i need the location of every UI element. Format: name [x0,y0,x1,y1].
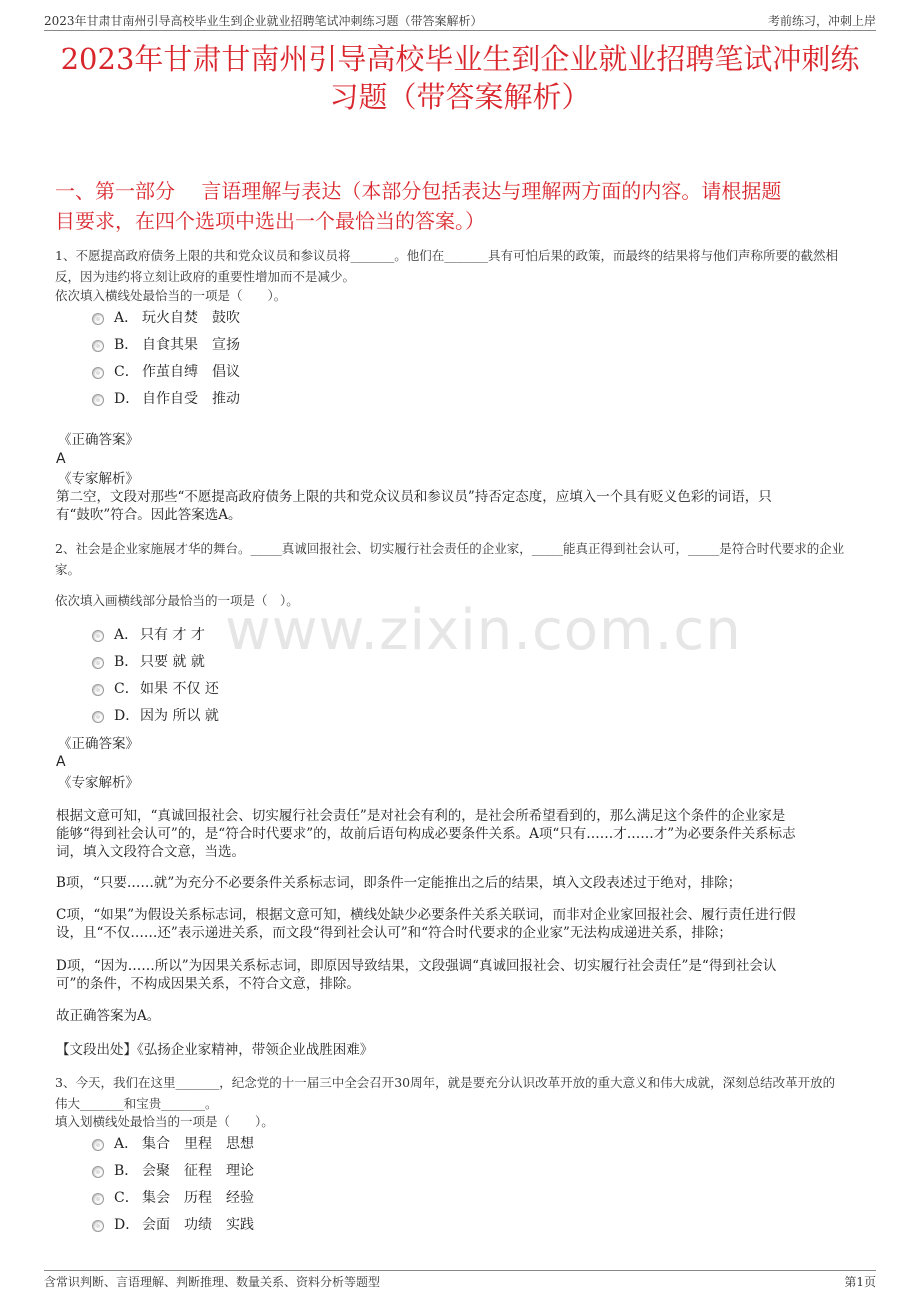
page-number: 第1页 [844,1275,876,1289]
question-3-text [55,1072,870,1114]
analysis-line: 根据文意可知，“真诚回报社会、切实履行社会责任”是对社会有利的，是社会所希望看到的，那么满足这个条件的企业家是 [56,808,786,824]
question-1-line-1: 1、不愿提高政府债务上限的共和党众议员和参议员将_______。他们在_______具有可怕后果的政策，而最终的结果将与他们声称所要的截然相 [55,248,838,263]
question-2-prompt: 依次填入画横线部分最恰当的一项是（ ）。 [55,593,299,608]
option-letter: C． [114,681,139,697]
option-letter: A． [114,627,139,643]
question-2-analysis-conclusion [56,1007,870,1025]
option-text: 集合 里程 思想 [142,1136,254,1152]
page-title [44,40,876,116]
question-2-line-1: 2、社会是企业家施展才华的舞台。_____真诚回报社会、切实履行社会责任的企业家，_____能真正得到社会认可，_____是符合时代要求的企业 [55,541,845,556]
question-2-line-2: 家。 [55,562,81,577]
option-letter: D． [114,708,140,724]
radio-icon[interactable] [92,1220,104,1232]
footer-question-types: 含常识判断、言语理解、判断推理、数量关系、资料分析等题型 [44,1275,381,1289]
question-1-analysis [56,488,870,524]
analysis-line: 第二空，文段对那些“不愿提高政府债务上限的共和党众议员和参议员”持否定态度，应填入一个具有贬义色彩的词语，只 [56,489,772,505]
watermark: www.zixin.com.cn [225,598,742,663]
page-title-line-2: 习题（带答案解析） [329,80,591,114]
radio-icon[interactable] [92,1166,104,1178]
option-text: 会聚 征程 理论 [142,1163,254,1179]
analysis-line: C项，“如果”为假设关系标志词，根据文意可知，横线处缺少必要条件关系关联词，而非对企业家回报社会、履行责任进行假 [56,907,796,923]
radio-icon[interactable] [92,340,104,352]
question-2-text [55,538,870,580]
analysis-line: D项，“因为……所以”为因果关系标志词，即原因导致结果，文段强调“真诚回报社会、切实履行社会责任”是“得到社会认 [56,958,777,974]
question-2-source [56,1041,870,1059]
option-text: 自作自受 推动 [142,391,240,407]
option-text: 作茧自缚 倡议 [142,364,240,380]
option-letter: D． [114,391,140,407]
option-letter: D． [114,1217,140,1233]
analysis-line: 词，填入文段符合文意，当选。 [56,844,245,860]
option-text: 会面 功绩 实践 [142,1217,254,1233]
analysis-line: 故正确答案为A。 [56,1008,161,1024]
question-1-text [55,245,870,287]
radio-icon[interactable] [92,684,104,696]
option-text: 如果 不仅 还 [140,681,219,697]
radio-icon[interactable] [92,394,104,406]
question-1-answer-label: 《正确答案》 [58,432,139,448]
option-text: 因为 所以 就 [140,708,219,724]
page-footer [44,1270,876,1291]
question-1-line-2: 反，因为违约将立刻让政府的重要性增加而不是减少。 [55,269,356,284]
radio-icon[interactable] [92,367,104,379]
question-2-analysis-para-2 [56,874,870,892]
analysis-line: 能够“得到社会认可”的，是“符合时代要求”的，故前后语句构成必要条件关系。A项“只有……才……才”为必要条件关系标志 [56,826,796,842]
radio-icon[interactable] [92,1139,104,1151]
option-letter: B． [114,1163,139,1179]
question-2-analysis-para-1 [56,807,870,861]
analysis-line: 设，且“不仅……还”表示递进关系，而文段“得到社会认可”和“符合时代要求的企业家”无法构成递进关系，排除； [56,925,732,941]
source-line: 【文段出处】《弘扬企业家精神，带领企业战胜困难》 [56,1042,374,1058]
option-text: 只有 才 才 [140,627,205,643]
option-letter: C． [114,364,139,380]
question-1-prompt: 依次填入横线处最恰当的一项是（ ）。 [55,288,287,303]
question-1-analysis-label: 《专家解析》 [58,471,139,487]
question-2-analysis-para-3 [56,906,870,942]
option-letter: B． [114,654,139,670]
running-header [44,10,876,31]
radio-icon[interactable] [92,657,104,669]
question-3-line-1: 3、今天，我们在这里_______，纪念党的十一届三中全会召开30周年，就是要充分认识改革开放的重大意义和伟大成就，深刻总结改革开放的 [55,1075,836,1090]
section-heading-line-1: 一、第一部分 言语理解与表达（本部分包括表达与理解两方面的内容。请根据题 [55,179,782,203]
option-letter: C． [114,1190,139,1206]
option-letter: A． [114,310,139,326]
question-2-analysis-label: 《专家解析》 [58,775,139,791]
question-3-prompt: 填入划横线处最恰当的一项是（ ）。 [55,1114,274,1129]
option-text: 集会 历程 经验 [142,1190,254,1206]
option-text: 自食其果 宣扬 [142,337,240,353]
analysis-line: B项，“只要……就”为充分不必要条件关系标志词，即条件一定能推出之后的结果，填入文段表述过于绝对，排除； [56,875,742,891]
radio-icon[interactable] [92,313,104,325]
question-2-answer: A [56,754,66,770]
radio-icon[interactable] [92,1193,104,1205]
radio-icon[interactable] [92,630,104,642]
section-heading-line-2: 目要求，在四个选项中选出一个最恰当的答案。） [55,209,485,233]
analysis-line: 有“鼓吹”符合。因此答案选A。 [56,507,242,523]
page-title-line-1: 2023年甘肃甘南州引导高校毕业生到企业就业招聘笔试冲刺练 [60,42,860,76]
question-1-answer: A [56,451,66,467]
question-3-line-2: 伟大_______和宝贵_______。 [55,1096,218,1111]
header-doc-title: 2023年甘肃甘南州引导高校毕业生到企业就业招聘笔试冲刺练习题（带答案解析） [44,14,483,28]
analysis-line: 可”的条件，不构成因果关系，不符合文意，排除。 [56,976,360,992]
question-2-analysis-para-4 [56,957,870,993]
option-letter: A． [114,1136,139,1152]
section-heading [55,176,870,236]
option-text: 玩火自焚 鼓吹 [142,310,240,326]
question-2-answer-label: 《正确答案》 [58,736,139,752]
option-text: 只要 就 就 [140,654,205,670]
radio-icon[interactable] [92,711,104,723]
option-letter: B． [114,337,139,353]
header-slogan: 考前练习，冲刺上岸 [767,14,876,28]
